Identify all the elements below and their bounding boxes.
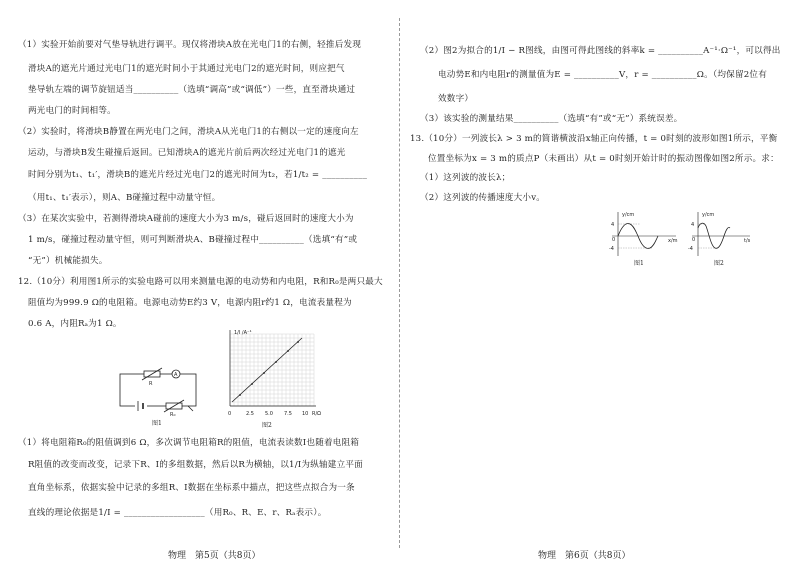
- fit-chart: [222, 326, 332, 420]
- y-axis-label: 1/I /A⁻¹: [234, 330, 252, 336]
- data-point: [263, 372, 265, 374]
- text-line: 两光电门的时间相等。: [28, 106, 116, 116]
- x-tick: 0: [228, 411, 232, 417]
- data-point: [239, 394, 241, 396]
- data-point: [275, 361, 277, 363]
- label-ammeter: A: [174, 372, 178, 378]
- x-tick: 2.5: [246, 411, 254, 417]
- x-tick: 7.5: [284, 411, 292, 417]
- text-line: “无”）机械能损失。: [28, 256, 108, 266]
- y-axis-label: y/cm: [622, 212, 635, 218]
- text-line: （2）这列波的传播速度大小v。: [420, 193, 546, 203]
- circuit-diagram: [118, 366, 200, 416]
- text-line: （1）将电阻箱R₀的阻值调到6 Ω，多次调节电阻箱R的阻值，电流表读数I也随着电阻箱: [18, 438, 360, 448]
- wave1-caption: 图1: [634, 260, 644, 267]
- text-line: 效数字）: [438, 94, 474, 104]
- y-tick: -4: [609, 246, 614, 252]
- text-line: 时间分别为t₁、t₁′，滑块B的遮光片经过光电门2的遮光时间为t₂，若1/t₂ = __________: [28, 170, 368, 180]
- x-tick: 10: [302, 411, 309, 417]
- text-line: 垫导轨左端的调节旋钮适当__________（选填“调高”或“调低”）一些，直至滑块通过: [28, 85, 356, 95]
- text-line: （1）这列波的波长λ；: [420, 173, 511, 183]
- text-line: （2）实验时，将滑块B静置在两光电门之间，滑块A从光电门1的右侧以一定的速度向左: [18, 127, 359, 137]
- fig1-caption: 图1: [152, 420, 162, 427]
- page-footer: 物理 第5页（共8页）: [168, 551, 261, 561]
- data-point: [287, 350, 289, 352]
- y-tick: -4: [688, 246, 693, 252]
- text-line: 电动势E和内电阻r的测量值为E = __________V，r = __________Ω。（均保留2位有: [438, 70, 768, 80]
- question-13-text: 13.（10分）一列波长λ > 3 m的简谐横波沿x轴正向传播，t = 0时刻的波形如图1所示，平衡: [410, 134, 778, 144]
- text-line: 直角坐标系，依据实验中记录的多组R、I数据在坐标系中描点，把这些点拟合为一条: [28, 483, 355, 493]
- wave2-caption: 图2: [714, 260, 724, 267]
- text-line: 1 m/s，碰撞过程动量守恒，则可判断滑块A、B碰撞过程中__________（选填“有”或: [28, 235, 358, 245]
- y-tick: 4: [691, 222, 695, 228]
- origin-label: 0: [692, 237, 696, 243]
- text-line: （用t₁、t₁′表示），则A、B碰撞过程中动量守恒。: [28, 193, 221, 203]
- y-axis-label: y/cm: [702, 212, 715, 218]
- text-line: 运动，与滑块B发生碰撞后返回。已知滑块A的遮光片前后两次经过光电门1的遮光: [28, 148, 346, 158]
- data-point: [251, 383, 253, 385]
- x-axis-label: x/m: [668, 238, 678, 244]
- page-footer: 物理 第6页（共8页）: [538, 551, 631, 561]
- text-line: （3）该实验的测量结果__________（选填“有”或“无”）系统误差。: [420, 114, 683, 124]
- x-tick: 5.0: [265, 411, 273, 417]
- label-r0: R₀: [170, 412, 176, 416]
- fig2-caption: 图2: [262, 422, 272, 429]
- question-12-text: 12.（10分）利用图1所示的实验电路可以用来测量电源的电动势和内电阻，R和R₀是两只最大: [18, 277, 383, 287]
- data-point: [297, 341, 299, 343]
- wave-graph-1: [600, 208, 680, 260]
- text-line: 阻值均为999.9 Ω的电阻箱。电源电动势E约3 V，电源内阻r约1 Ω，电流表量程为: [28, 298, 352, 308]
- text-line: （2）图2为拟合的1/I − R图线，由图可得此图线的斜率k = __________A⁻¹·Ω⁻¹，可以得出: [420, 46, 781, 56]
- x-axis-label: t/s: [744, 238, 751, 244]
- text-line: （1）实验开始前要对气垫导轨进行调平。现仅将滑块A放在光电门1的右侧，轻推后发现: [18, 40, 362, 50]
- y-tick: 4: [611, 222, 615, 228]
- text-line: 滑块A的遮光片通过光电门1的遮光时间小于其通过光电门2的遮光时间，则应把气: [28, 64, 345, 74]
- label-r: R: [149, 381, 153, 387]
- text-line: 直线的理论依据是1/I = __________________（用R₀、R、E、r、Rₐ表示）。: [28, 508, 327, 518]
- text-line: （3）在某次实验中，若测得滑块A碰前的速度大小为3 m/s，碰后返回时的速度大小为: [18, 214, 354, 224]
- right-page: [400, 0, 800, 579]
- x-axis-label: R/Ω: [312, 411, 321, 417]
- text-line: 位置坐标为x = 3 m的质点P（未画出）从t = 0时刻开始计时的振动图像如图2所示。求：: [428, 154, 779, 164]
- text-line: R阻值的改变而改变，记录下R、I的多组数据，然后以R为横轴，以1/I为纵轴建立平面: [28, 460, 363, 470]
- text-line: 0.6 A，内阻Rₐ为1 Ω。: [28, 319, 122, 329]
- wave-graph-2: [682, 208, 762, 260]
- origin-label: 0: [612, 237, 616, 243]
